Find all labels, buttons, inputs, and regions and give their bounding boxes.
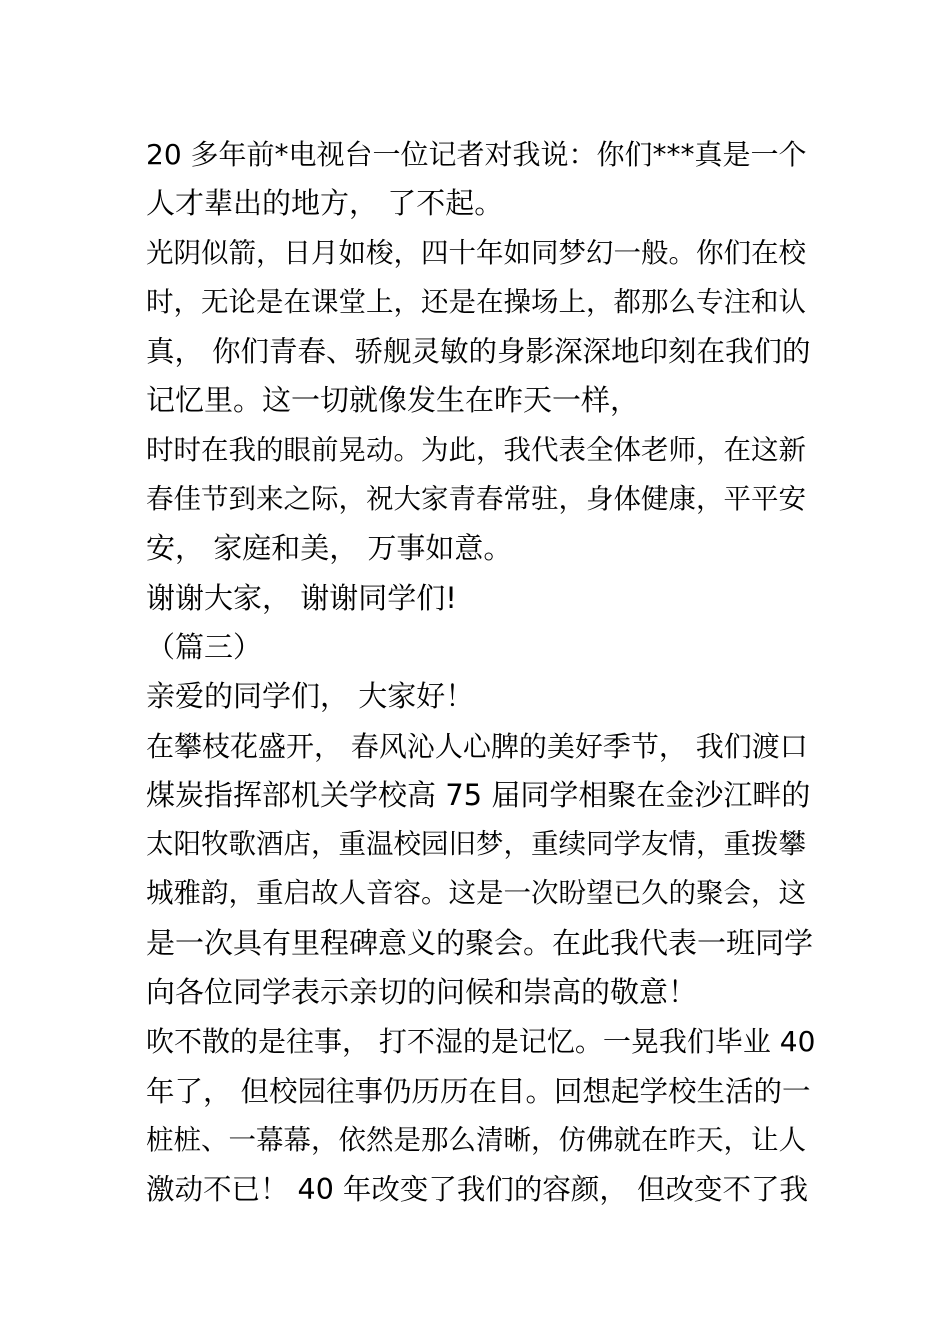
text-line: 城雅韵，重启故人音容。这是一次盼望已久的聚会，这 — [146, 877, 806, 910]
text-line: 安， 家庭和美， 万事如意。 — [146, 531, 513, 566]
text-line: 煤炭指挥部机关学校高 75 届同学相聚在金沙江畔的 — [146, 777, 811, 812]
text-line: 年了， 但校园往事仍历历在目。回想起学校生活的一 — [146, 1074, 811, 1108]
text-line: 在攀枝花盛开， 春风沁人心脾的美好季节， 我们渡口 — [146, 729, 808, 763]
text-line: 春佳节到来之际，祝大家青春常驻，身体健康，平平安 — [146, 483, 806, 516]
document-body — [146, 130, 816, 1215]
text-line: 真， 你们青春、骄舰灵敏的身影深深地印刻在我们的 — [146, 335, 811, 369]
text-line: 时，无论是在课堂上，还是在操场上，都那么专注和认 — [146, 285, 806, 318]
text-line: 太阳牧歌酒店，重温校园旧梦，重续同学友情，重拨攀 — [146, 828, 806, 861]
text-line: 激动不已！ 40 年改变了我们的容颜， 但改变不了我 — [146, 1173, 808, 1207]
text-line: 向各位同学表示亲切的问候和崇高的敬意！ — [146, 975, 698, 1010]
text-line: 记忆里。这一切就像发生在昨天一样， — [146, 383, 640, 418]
text-line: 是一次具有里程碑意义的聚会。在此我代表一班同学 — [146, 925, 814, 960]
text-line: 桩桩、一幕幕，依然是那么清晰，仿佛就在昨天，让人 — [146, 1123, 806, 1156]
text-line: 谢谢大家， 谢谢同学们! — [146, 580, 457, 615]
text-line: 吹不散的是往事， 打不湿的是记忆。一晃我们毕业 40 — [146, 1025, 816, 1059]
text-line: 时时在我的眼前晃动。为此，我代表全体老师，在这新 — [146, 433, 806, 466]
section-heading: （篇三） — [146, 629, 263, 664]
text-line: 20 多年前*电视台一位记者对我说：你们***真是一个 — [146, 138, 807, 171]
text-line: 亲爱的同学们， 大家好！ — [146, 679, 475, 714]
text-line: 人才辈出的地方， 了不起。 — [146, 186, 504, 221]
text-line: 光阴似箭，日月如梭，四十年如同梦幻一般。你们在校 — [146, 236, 806, 269]
